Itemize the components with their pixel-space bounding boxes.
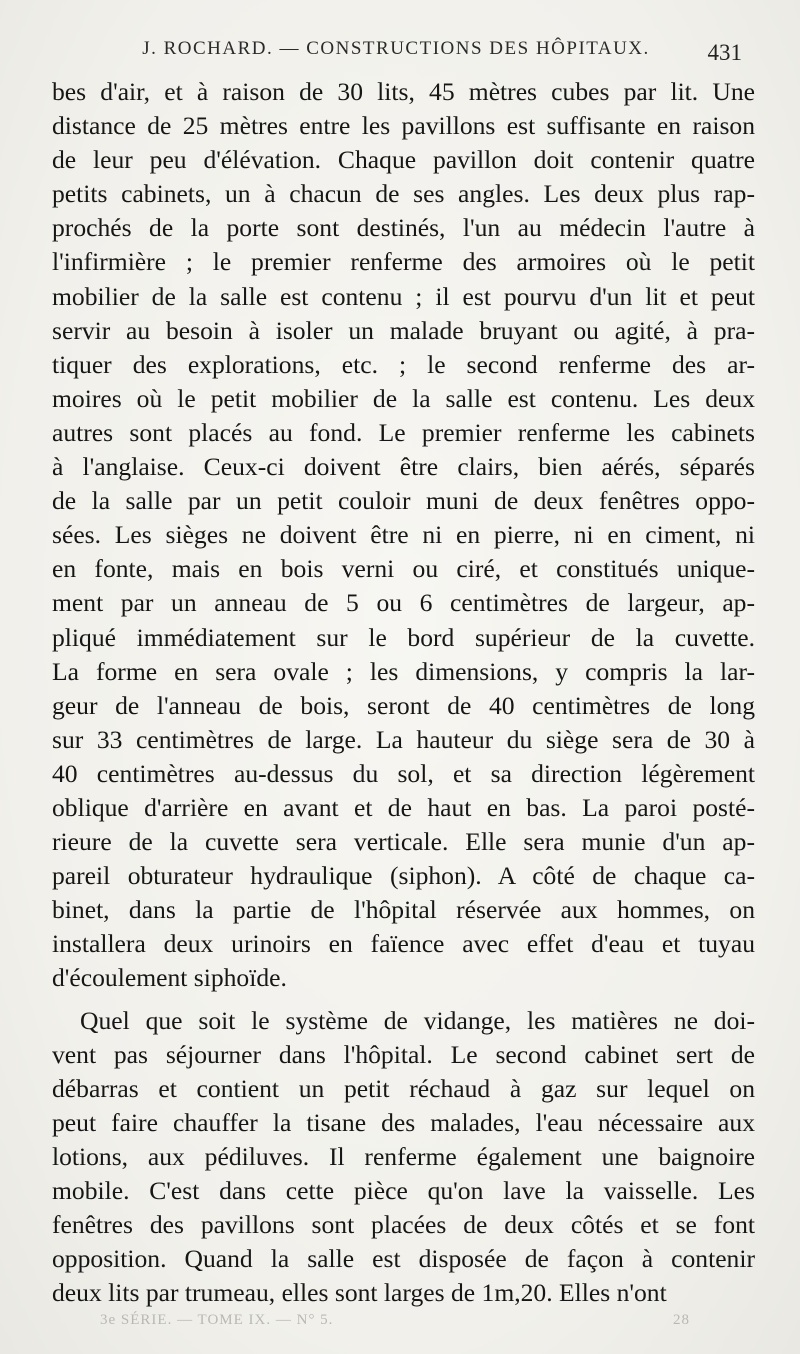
- text-line: d'écoulement siphoïde.: [52, 963, 287, 993]
- footer-series: 3e SÉRIE. — TOME IX. — N° 5.: [100, 1312, 334, 1328]
- text-line: sées. Les sièges ne doivent être ni en pierre, ni en ciment, ni: [52, 520, 755, 550]
- page-number: 431: [707, 40, 742, 65]
- text-line: 40 centimètres au-dessus du sol, et sa direction légèrement: [52, 758, 755, 788]
- page-footer: [100, 1312, 690, 1329]
- text-line: installera deux urinoirs en faïence avec effet d'eau et tuyau: [52, 929, 755, 959]
- text-line: ment par un anneau de 5 ou 6 centimètres de largeur, ap-: [52, 588, 755, 618]
- text-line: vent pas séjourner dans l'hôpital. Le second cabinet sert de: [52, 1039, 755, 1069]
- text-line: moires où le petit mobilier de la salle est contenu. Les deux: [52, 383, 755, 413]
- text-line: opposition. Quand la salle est disposée de façon à contenir: [52, 1244, 755, 1274]
- text-line: mobile. C'est dans cette pièce qu'on lave la vaisselle. Les: [52, 1176, 755, 1205]
- paragraph-1: [52, 75, 755, 996]
- text-line: pareil obturateur hydraulique (siphon). A côté de chaque ca-: [52, 861, 755, 891]
- text-line: petits cabinets, un à chacun de ses angles. Les deux plus rap-: [52, 179, 755, 209]
- text-line: de la salle par un petit couloir muni de deux fenêtres oppo-: [52, 486, 755, 516]
- text-line: fenêtres des pavillons sont placées de deux côtés et se font: [52, 1210, 755, 1240]
- text-line: sur 33 centimètres de large. La hauteur du siège sera de 30 à: [52, 724, 755, 754]
- text-line: mobilier de la salle est contenu ; il est pourvu d'un lit et peut: [52, 281, 755, 311]
- body-text: [52, 75, 755, 1310]
- footer-signature: 28: [673, 1312, 690, 1328]
- text-line: distance de 25 mètres entre les pavillons est suffisante en raison: [52, 111, 755, 141]
- running-head: J. ROCHARD. — CONSTRUCTIONS DES HÔPITAUX.: [142, 38, 650, 59]
- text-line: de leur peu d'élévation. Chaque pavillon doit contenir quatre: [52, 145, 755, 175]
- text-line: tiquer des explorations, etc. ; le second renferme des ar-: [52, 349, 755, 379]
- text-line: lotions, aux pédiluves. Il renferme également une baignoire: [52, 1141, 755, 1171]
- text-line: autres sont placés au fond. Le premier renferme les cabinets: [52, 417, 755, 447]
- text-line: bes d'air, et à raison de 30 lits, 45 mètres cubes par lit. Une: [52, 77, 755, 106]
- text-line: binet, dans la partie de l'hôpital réservée aux hommes, on: [52, 895, 755, 925]
- paragraph-2: [52, 1004, 755, 1311]
- text-line: l'infirmière ; le premier renferme des armoires où le petit: [52, 247, 755, 277]
- text-line: deux lits par trumeau, elles sont larges de 1m,20. Elles n'ont: [52, 1278, 667, 1308]
- text-line: La forme en sera ovale ; les dimensions, y compris la lar-: [52, 656, 755, 686]
- text-line: en fonte, mais en bois verni ou ciré, et constitués unique-: [52, 554, 755, 584]
- text-line: rieure de la cuvette sera verticale. Elle sera munie d'un ap-: [52, 827, 755, 857]
- text-line: geur de l'anneau de bois, seront de 40 centimètres de long: [52, 690, 755, 720]
- text-line: peut faire chauffer la tisane des malades, l'eau nécessaire aux: [52, 1107, 755, 1137]
- text-line: à l'anglaise. Ceux-ci doivent être clairs, bien aérés, séparés: [52, 452, 755, 482]
- text-line: Quel que soit le système de vidange, les matières ne doi-: [80, 1005, 755, 1035]
- text-line: débarras et contient un petit réchaud à gaz sur lequel on: [52, 1073, 755, 1103]
- text-line: pliqué immédiatement sur le bord supérieur de la cuvette.: [52, 622, 755, 652]
- text-line: oblique d'arrière en avant et de haut en bas. La paroi posté-: [52, 792, 755, 822]
- text-line: servir au besoin à isoler un malade bruyant ou agité, à pra-: [52, 315, 755, 345]
- page-header: [52, 38, 740, 72]
- text-line: prochés de la porte sont destinés, l'un au médecin l'autre à: [52, 213, 755, 243]
